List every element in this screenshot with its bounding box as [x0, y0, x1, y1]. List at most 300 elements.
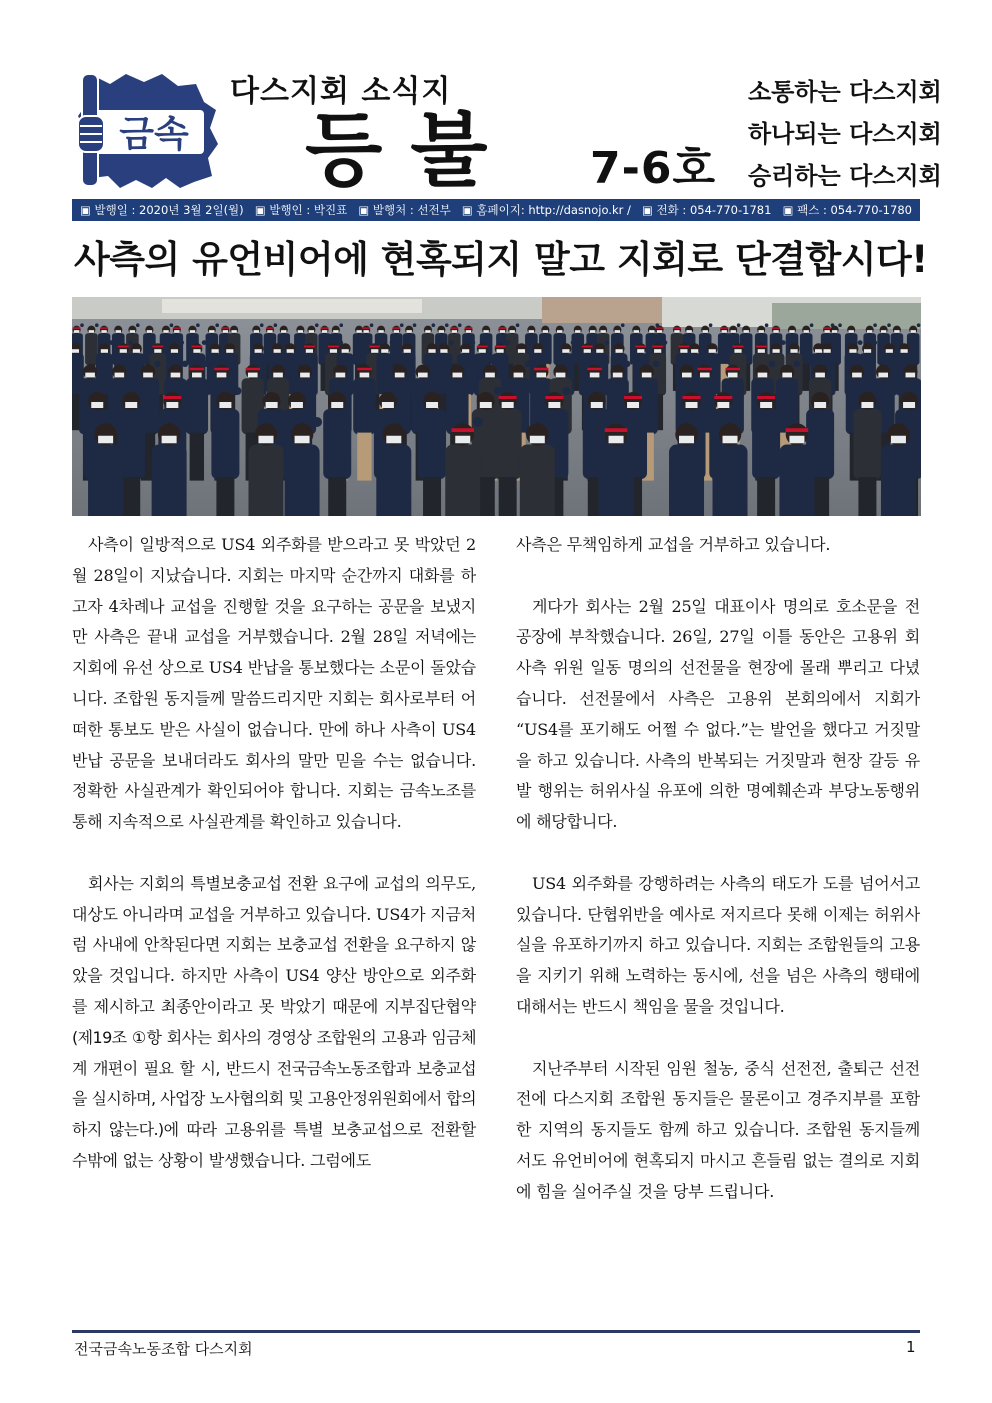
face-mask	[480, 402, 492, 408]
face-mask	[864, 349, 871, 353]
raised-fist	[621, 323, 625, 327]
red-headband	[534, 368, 548, 370]
face-mask	[878, 373, 888, 378]
raised-fist	[858, 340, 863, 345]
red-headband	[498, 327, 506, 328]
face-mask	[171, 349, 178, 353]
face-mask	[74, 330, 79, 333]
article-text: 회사는 지회의 특별보충교섭 전환 요구에 교섭의 의무도, 대상도 아니라며 교섭을 거부하고 있습니다. US4가 지금처럼 사내에 안착된다면 지회는 보충교섭 전환을 요구하지 않았을 것입니다. 하지만 사측이 US4 양산 방안으로 외주화를 제시하고 최종안이라고 못 박았기 때문에 지부집단협약	[72, 873, 476, 1016]
face-mask	[267, 330, 272, 333]
person-figure	[494, 409, 522, 479]
raised-fist	[810, 323, 814, 327]
face-mask	[548, 402, 560, 408]
face-mask	[462, 349, 469, 353]
face-mask	[910, 330, 915, 333]
face-mask	[723, 436, 738, 444]
face-mask	[609, 436, 624, 444]
red-headband	[698, 368, 712, 370]
face-mask	[703, 330, 708, 333]
face-mask	[691, 349, 698, 353]
face-mask	[782, 373, 792, 378]
face-mask	[686, 330, 691, 333]
face-mask	[89, 330, 94, 333]
face-mask	[171, 373, 181, 378]
person-figure	[881, 445, 916, 517]
face-mask	[861, 402, 873, 408]
red-headband	[823, 327, 831, 328]
article-paragraph: 사측이 일방적으로 US4 외주화를 받으라고 못 박았던 2월 28일이 지났습니다. 지회는 마지막 순간까지 대화를 하고자 4차례나 교섭을 진행할 것을 요구하는 공문을 보냈지만 사측은 끝내 교섭을 거부했습니다. 2월 28일 저녁에는 지회에 유선 상으로 US4 반납을 통보했다는 소문이 돌았습니다. 조합원 동지들께 말씀드리지만 지회는 회사로부터 어떠한 통보도 받은 사실이 없습니다. 만에 하나 사측이 US4 반납 공문을 보내더라도 회사의 말만 믿을 수는 없습니다. 정확한 사실관계가 확인되어야 합니다. 지회는 금속노조를 통해 지속적으로 사실관계를 확인하고 있습니다.	[72, 535, 476, 832]
raised-fist	[449, 340, 454, 345]
face-mask	[824, 330, 829, 333]
raised-fist	[505, 340, 510, 345]
person-figure	[376, 445, 411, 517]
raised-fist	[80, 323, 84, 327]
raised-fist	[794, 361, 800, 367]
person-legs	[499, 477, 517, 516]
face-mask	[333, 330, 338, 333]
person-legs	[216, 477, 234, 516]
person-figure	[418, 409, 446, 479]
person-figure	[152, 445, 187, 517]
face-mask	[291, 402, 303, 408]
red-headband	[369, 346, 380, 348]
raised-fist	[470, 340, 475, 345]
article-text: 에 따라 고용위를 특별 보충교섭으로 전환할 수밖에 없는 상황이 발생했습니다. 그럼에도	[72, 1120, 476, 1170]
face-mask	[295, 436, 310, 444]
raised-fist	[827, 361, 833, 367]
red-headband	[673, 327, 681, 328]
face-mask	[649, 330, 654, 333]
face-mask	[479, 349, 486, 353]
raised-fist	[215, 323, 219, 327]
person-figure	[85, 333, 98, 365]
face-mask	[590, 330, 595, 333]
face-mask	[360, 373, 370, 378]
face-mask	[906, 373, 916, 378]
face-mask	[378, 330, 383, 333]
red-headband	[100, 327, 108, 328]
face-mask	[686, 402, 698, 408]
raised-fist	[890, 361, 896, 367]
red-headband	[118, 346, 129, 348]
face-mask	[590, 373, 600, 378]
issuer: ▣ 발행처 : 선전부	[358, 203, 451, 217]
face-mask	[219, 402, 231, 408]
raised-fist	[769, 361, 775, 367]
person-legs	[190, 433, 204, 481]
face-mask	[758, 349, 765, 353]
article-paragraph: 지난주부터 시작된 임원 철농, 중식 선전전, 출퇴근 선전전에 다스지회 조합원 동지들은 물론이고 경주지부를 포함한 지역의 동지들도 함께 하고 있습니다. 조합원 동지들께서도 유언비어에 현혹되지 마시고 흔들림 없는 결의로 지회에 힘을 실어주실 것을 당부 드립니다.	[516, 1058, 920, 1201]
raised-fist	[116, 417, 126, 427]
publication-info-bar	[72, 199, 920, 221]
raised-fist	[571, 340, 576, 345]
raised-fist	[662, 340, 667, 345]
raised-fist	[339, 323, 343, 327]
face-mask	[147, 330, 152, 333]
face-mask	[518, 349, 525, 353]
red-headband	[772, 327, 780, 328]
red-headband	[725, 368, 739, 370]
face-mask	[615, 330, 620, 333]
person-figure	[853, 409, 881, 479]
face-mask	[500, 330, 505, 333]
face-mask	[642, 373, 652, 378]
face-mask	[562, 349, 569, 353]
face-mask	[209, 330, 214, 333]
raised-fist	[259, 361, 265, 367]
face-mask	[596, 349, 603, 353]
red-headband	[786, 428, 809, 432]
raised-fist	[873, 323, 877, 327]
person-figure	[88, 445, 123, 517]
red-headband	[605, 428, 628, 432]
face-mask	[130, 330, 135, 333]
red-headband	[678, 346, 689, 348]
red-headband	[246, 368, 260, 370]
publisher: ▣ 발행인 : 박진표	[254, 203, 348, 217]
raised-fist	[709, 323, 713, 327]
publish-date: ▣ 발행일 : 2020년 3월 2일(월)	[80, 203, 244, 217]
raised-fist	[282, 340, 287, 345]
red-headband	[756, 346, 767, 348]
face-mask	[496, 349, 503, 353]
face-mask	[381, 349, 388, 353]
red-headband	[587, 368, 601, 370]
face-mask	[734, 349, 741, 353]
red-headband	[452, 428, 475, 432]
article-paragraph: 게다가 회사는 2월 25일 대표이사 명의로 호소문을 전 공장에 부착했습니다. 26일, 27일 이틀 동안은 고용위 회사측 위원 일동 명의의 선전물을 현장에 몰래 뿌리고 다녔습니다. 선전물에서 사측은 고용위 본회의에서 지회가 “US4를 포기해도 어쩔 수 없다.”는 발언을 했다고 거짓말을 하고 있습니다. 사측의 반복되는 거짓말과 현장 갈등 유발 행위는 허위사실 유포에 의한 명예훼손과 부당노동행위에 해당합니다.	[516, 596, 920, 832]
face-mask	[281, 330, 286, 333]
face-mask	[743, 330, 748, 333]
newsletter-name: 다스지회 소식지	[230, 74, 452, 109]
red-headband	[477, 346, 488, 348]
raised-fist	[312, 417, 322, 427]
face-mask	[584, 349, 591, 353]
red-headband	[192, 346, 203, 348]
face-mask	[722, 330, 727, 333]
face-mask	[901, 349, 908, 353]
phone-number: ▣ 전화 : 054-770-1781	[642, 203, 772, 217]
raised-fist	[182, 361, 188, 367]
raised-fist	[743, 340, 748, 345]
face-mask	[356, 330, 361, 333]
face-mask	[143, 373, 153, 378]
face-mask	[709, 349, 716, 353]
face-mask	[814, 402, 826, 408]
raised-fist	[458, 323, 462, 327]
agreement-clause: (제19조 ①항 회사는 회사의 경영상 조합원의 고용과 임금체계 개편이 필요 할 시, 반드시 전국금속노동조합과 보충교섭을 실시하며, 사업장 노사협의회 및 고용안정위원회에서 합의하지 않는다.)	[72, 1027, 476, 1140]
red-headband	[362, 327, 370, 328]
face-mask	[815, 349, 822, 353]
face-mask	[394, 330, 399, 333]
red-headband	[328, 346, 339, 348]
face-mask	[894, 330, 899, 333]
face-mask	[274, 349, 281, 353]
face-mask	[529, 330, 534, 333]
article-paragraph	[72, 869, 476, 1177]
face-mask	[371, 349, 378, 353]
person-legs	[357, 433, 371, 481]
face-mask	[575, 330, 580, 333]
face-mask	[273, 373, 283, 378]
face-mask	[300, 373, 310, 378]
raised-fist	[700, 387, 708, 395]
face-mask	[330, 349, 337, 353]
face-mask	[657, 330, 662, 333]
raised-fist	[311, 361, 317, 367]
face-mask	[832, 330, 837, 333]
person-legs	[858, 477, 876, 516]
raised-fist	[295, 340, 300, 345]
red-headband	[464, 327, 472, 328]
face-mask	[867, 330, 872, 333]
raised-fist	[646, 340, 651, 345]
face-mask	[760, 402, 772, 408]
raised-fist	[413, 323, 417, 327]
face-mask	[543, 330, 548, 333]
face-mask	[509, 330, 514, 333]
face-mask	[815, 373, 825, 378]
face-mask	[466, 330, 471, 333]
red-headband	[73, 327, 81, 328]
red-headband	[221, 327, 229, 328]
face-mask	[162, 436, 177, 444]
person-figure	[669, 445, 704, 517]
raised-fist	[274, 323, 278, 327]
face-mask	[849, 349, 856, 353]
face-mask	[425, 330, 430, 333]
face-mask	[163, 330, 168, 333]
fax-number: ▣ 팩스 : 054-770-1780	[782, 203, 912, 217]
raised-fist	[315, 323, 319, 327]
face-mask	[453, 373, 463, 378]
red-headband	[624, 396, 642, 399]
raised-fist	[605, 387, 613, 395]
face-mask	[98, 436, 113, 444]
raised-fist	[390, 340, 395, 345]
raised-fist	[494, 387, 502, 395]
face-mask	[700, 373, 710, 378]
face-mask	[72, 349, 79, 353]
face-mask	[627, 402, 639, 408]
raised-fist	[624, 361, 630, 367]
face-mask	[192, 373, 202, 378]
red-headband	[163, 396, 181, 399]
raised-fist	[917, 323, 921, 327]
article-paragraph: US4 외주화를 강행하려는 사측의 태도가 도를 넘어서고 있습니다. 단협위반을 예사로 저지르다 못해 이제는 허위사실을 유포하기까지 하고 있습니다. 지회는 조합원들의 고용을 지키기 위해 노력하는 동시에, 선을 넘은 사측의 행태에 대해서는 반드시 책임을 물을 것입니다.	[516, 873, 920, 1016]
face-mask	[534, 349, 541, 353]
face-mask	[591, 402, 603, 408]
raised-fist	[887, 323, 891, 327]
homepage-link[interactable]: ▣ 홈페이지: http://dasnojo.kr /	[461, 203, 631, 217]
face-mask	[101, 330, 106, 333]
raised-fist	[526, 340, 531, 345]
raised-fist	[276, 417, 286, 427]
face-mask	[759, 330, 764, 333]
face-mask	[679, 436, 694, 444]
article-column-left	[72, 530, 476, 1177]
red-headband	[733, 346, 744, 348]
red-headband	[499, 396, 517, 399]
face-mask	[682, 373, 692, 378]
face-mask	[217, 373, 227, 378]
face-mask	[287, 349, 294, 353]
face-mask	[331, 402, 343, 408]
red-headband	[714, 396, 732, 399]
red-headband	[720, 327, 728, 328]
person-legs	[757, 477, 775, 516]
footer-rule	[72, 1330, 920, 1333]
raised-fist	[711, 361, 717, 367]
face-mask	[363, 330, 368, 333]
face-mask	[881, 330, 886, 333]
raised-fist	[109, 340, 114, 345]
face-mask	[613, 373, 623, 378]
face-mask	[823, 349, 830, 353]
raised-fist	[838, 323, 842, 327]
face-mask	[115, 373, 125, 378]
face-mask	[557, 330, 562, 333]
face-mask	[418, 373, 428, 378]
face-mask	[258, 436, 273, 444]
face-mask	[886, 349, 893, 353]
masthead-title: 등불	[305, 103, 516, 197]
person-figure	[713, 445, 748, 517]
face-mask	[426, 402, 438, 408]
face-mask	[101, 349, 108, 353]
face-mask	[852, 373, 862, 378]
article-paragraph: 사측은 무책임하게 교섭을 거부하고 있습니다.	[516, 535, 831, 554]
issue-number: 7-6호	[590, 143, 716, 194]
face-mask	[193, 349, 200, 353]
person-figure	[599, 445, 634, 517]
face-mask	[154, 349, 161, 353]
face-mask	[530, 436, 545, 444]
face-mask	[728, 373, 738, 378]
face-mask	[514, 373, 524, 378]
raised-fist	[516, 323, 520, 327]
red-headband	[392, 327, 400, 328]
person-figure	[520, 445, 555, 517]
face-mask	[891, 436, 906, 444]
raised-fist	[136, 323, 140, 327]
raised-fist	[605, 340, 610, 345]
face-mask	[254, 330, 259, 333]
person-figure	[353, 378, 375, 434]
face-mask	[634, 330, 639, 333]
face-mask	[190, 330, 195, 333]
red-headband	[545, 396, 563, 399]
raised-fist	[370, 323, 374, 327]
face-mask	[226, 349, 233, 353]
face-mask	[336, 373, 346, 378]
face-mask	[91, 402, 103, 408]
face-mask	[298, 330, 303, 333]
raised-fist	[233, 387, 241, 395]
red-headband	[757, 396, 775, 399]
face-mask	[758, 373, 768, 378]
face-mask	[903, 402, 915, 408]
slogan: 승리하는 다스지회	[748, 162, 942, 190]
union-logo	[74, 70, 222, 192]
slogan: 하나되는 다스지회	[748, 120, 942, 148]
face-mask	[255, 349, 262, 353]
person-figure	[285, 445, 320, 517]
face-mask	[406, 330, 411, 333]
face-mask	[120, 349, 127, 353]
raised-fist	[445, 323, 449, 327]
raised-fist	[196, 323, 200, 327]
raised-fist	[653, 361, 659, 367]
face-mask	[680, 349, 687, 353]
face-mask	[483, 330, 488, 333]
raised-fist	[400, 323, 404, 327]
raised-fist	[807, 417, 817, 427]
red-headband	[304, 346, 315, 348]
face-mask	[266, 402, 278, 408]
face-mask	[439, 330, 444, 333]
raised-fist	[693, 361, 699, 367]
person-figure	[248, 445, 283, 517]
face-mask	[616, 349, 623, 353]
raised-fist	[863, 361, 869, 367]
raised-fist	[781, 340, 786, 345]
raised-fist	[203, 361, 209, 367]
face-mask	[212, 349, 219, 353]
red-headband	[656, 327, 664, 328]
face-mask	[395, 373, 405, 378]
face-mask	[342, 349, 349, 353]
raised-fist	[220, 340, 225, 345]
red-headband	[266, 327, 274, 328]
red-headband	[321, 327, 329, 328]
face-mask	[452, 330, 457, 333]
raised-fist	[765, 323, 769, 327]
face-mask	[654, 349, 661, 353]
face-mask	[309, 330, 314, 333]
raised-fist	[95, 323, 99, 327]
face-mask	[789, 436, 804, 444]
person-figure	[752, 409, 780, 479]
face-mask	[731, 330, 736, 333]
raised-fist	[432, 323, 436, 327]
red-headband	[357, 368, 371, 370]
raised-fist	[396, 387, 404, 395]
red-headband	[635, 346, 646, 348]
face-mask	[125, 402, 137, 408]
face-mask	[133, 349, 140, 353]
red-headband	[582, 346, 593, 348]
face-mask	[382, 402, 394, 408]
person-figure	[211, 409, 239, 479]
red-headband	[173, 327, 181, 328]
person-figure	[186, 378, 208, 434]
raised-fist	[737, 323, 741, 327]
raised-fist	[731, 387, 739, 395]
face-mask	[440, 349, 447, 353]
raised-fist	[473, 417, 483, 427]
face-mask	[85, 373, 95, 378]
face-mask	[502, 402, 514, 408]
face-mask	[600, 330, 605, 333]
face-mask	[773, 330, 778, 333]
raised-fist	[170, 323, 174, 327]
face-mask	[790, 349, 797, 353]
face-mask	[717, 402, 729, 408]
person-legs	[122, 477, 140, 516]
person-legs	[423, 477, 441, 516]
raised-fist	[179, 340, 184, 345]
